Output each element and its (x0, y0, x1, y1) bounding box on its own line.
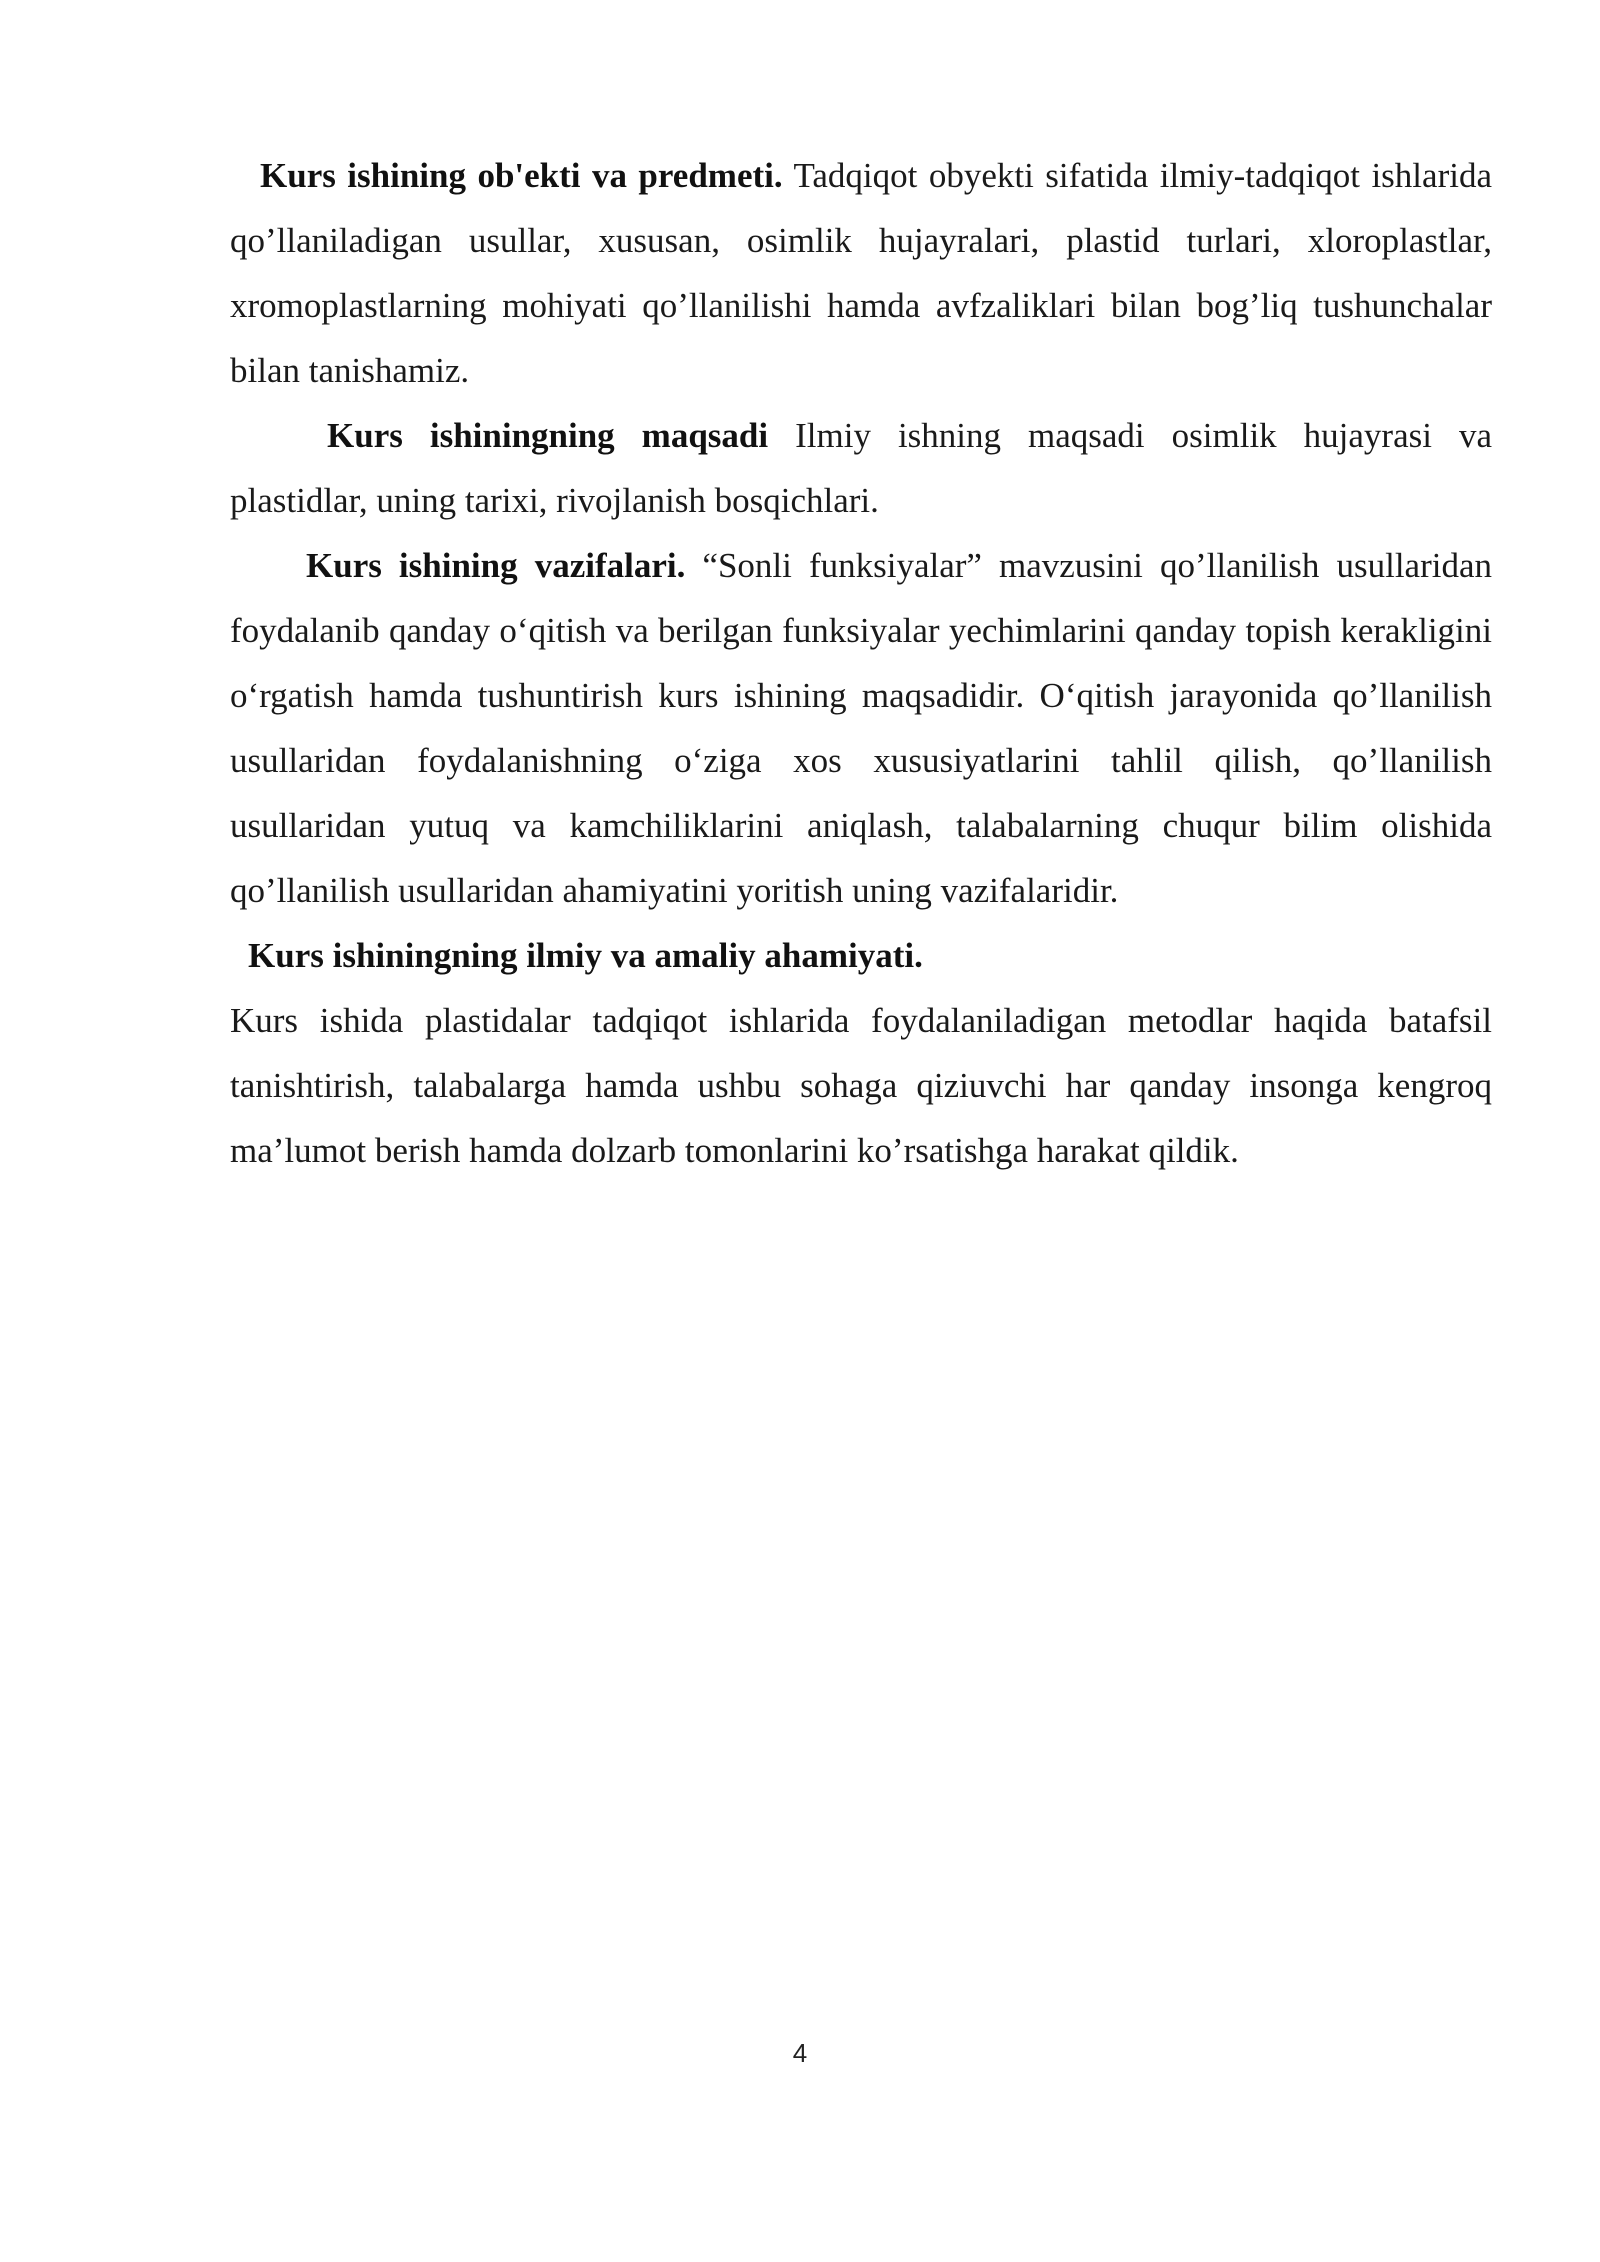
paragraph-tasks (230, 533, 1492, 923)
page-number: 4 (792, 2038, 808, 2068)
paragraph-text: Tadqiqot obyekti sifatida ilmiy-tadqiqot ishlarida qo’llaniladigan usullar, xususan, osimlik hujayralari, plastid turlari, xloroplastlar, xromoplastlarning mohiyati qo’llanilishi hamda avfzaliklari bilan bog’liq tushunchalar bilan tanishamiz. (230, 156, 1492, 390)
paragraph-significance-heading (230, 923, 1492, 988)
paragraph-heading: Kurs ishining vazifalari. (306, 546, 686, 585)
paragraph-heading: Kurs ishiningning ilmiy va amaliy ahamiyati. (248, 936, 923, 975)
paragraph-text: Kurs ishida plastidalar tadqiqot ishlarida foydalaniladigan metodlar haqida batafsil tanishtirish, talabalarga hamda ushbu sohaga qiziuvchi har qanday insonga kengroq ma’lumot berish hamda dolzarb tomonlarini ko’rsatishga harakat qildik. (230, 1001, 1492, 1170)
page-body (230, 143, 1492, 1183)
paragraph-goal (230, 403, 1492, 533)
paragraph-heading: Kurs ishiningning maqsadi (327, 416, 769, 455)
paragraph-text: Ilmiy ishning maqsadi osimlik hujayrasi va plastidlar, uning tarixi, rivojlanish bosqichlari. (230, 416, 1492, 520)
paragraph-text: “Sonli funksiyalar” mavzusini qo’llanilish usullaridan foydalanib qanday o‘qitish va berilgan funksiyalar yechimlarini qanday topish kerakligini o‘rgatish hamda tushuntirish kurs ishining maqsadidir. O‘qitish jarayonida qo’llanilish usullaridan foydalanishning o‘ziga xos xususiyatlarini tahlil qilish, qo’llanilish usullaridan yutuq va kamchiliklarini aniqlash, talabalarning chuqur bilim olishida qo’llanilish usullaridan ahamiyatini yoritish uning vazifalaridir. (230, 546, 1492, 910)
paragraph-object-subject (230, 143, 1492, 403)
paragraph-significance-body (230, 988, 1492, 1183)
paragraph-heading: Kurs ishining ob'ekti va predmeti. (260, 156, 783, 195)
